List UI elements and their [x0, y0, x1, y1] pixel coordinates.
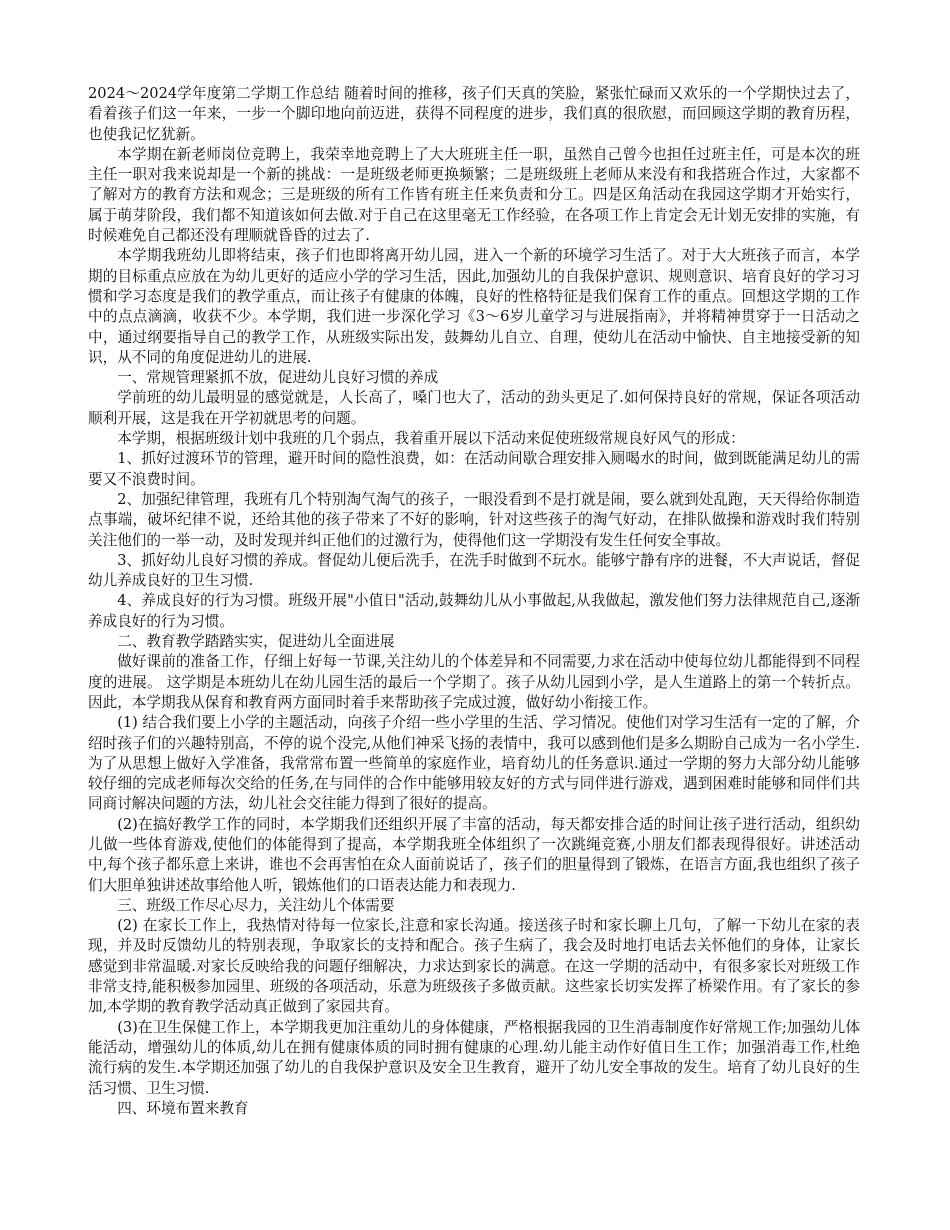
- paragraph-routine-intro: 学前班的幼儿最明显的感觉就是，人长高了，嗓门也大了，活动的劲头更足了.如何保持良好的常规，保证各项活动顺利开展，这是我在开学初就思考的问题。: [88, 389, 860, 427]
- list-item-1: 1、抓好过渡环节的管理，避开时间的隐性浪费，如：在活动间歇合理安排入厕喝水的时间，做到既能满足幼儿的需要又不浪费时间。: [88, 450, 860, 488]
- list-item-4: 4、养成良好的行为习惯。班级开展"小值日"活动,鼓舞幼儿从小事做起,从我做起，激发他们努力法律规范自己,逐渐养成良好的行为习惯。: [88, 592, 860, 630]
- intro-paragraph: 2024～2024学年度第二学期工作总结 随着时间的推移，孩子们天真的笑脸，紧张忙碌而又欢乐的一个学期快过去了，看着孩子们这一年来，一步一个脚印地向前迈进，获得不同程度的进步，我们真的很欣慰，而回顾这学期的教育历程，也使我记忆犹新。: [88, 85, 860, 143]
- paragraph-parents: (2) 在家长工作上，我热情对待每一位家长,注意和家长沟通。接送孩子时和家长聊上几句，了解一下幼儿在家的表现，并及时反馈幼儿的特别表现，争取家长的支持和配合。孩子生病了，我会及时地打电话去关怀他们的身体，让家长感觉到非常温暖.对家长反映给我的问题仔细解决，力求达到家长的满意。在这一学期的活动中，有很多家长对班级工作非常支持,能积极参加园里、班级的各项活动，乐意为班级孩子多做贡献。这些家长切实发挥了桥梁作用。有了家长的参加,本学期的教育教学活动真正做到了家园共育。: [88, 917, 860, 1016]
- section-heading-2: 二、教育教学踏踏实实，促进幼儿全面进展: [117, 633, 395, 651]
- paragraph-teaching-1: (1) 结合我们要上小学的主题活动，向孩子介绍一些小学里的生活、学习情况。使他们对学习生活有一定的了解，介绍时孩子们的兴趣特别高，不停的说个没完,从他们神采飞扬的表情中，我可以感到他们是多么期盼自己成为一名小学生.为了从思想上做好入学准备，我常常布置一些简单的家庭作业，培育幼儿的任务意识.通过一学期的努力大部分幼儿能够较仔细的完成老师每次交给的任务,在与同伴的合作中能够用较友好的方式与同伴进行游戏，遇到困难时能够和同伴们共同商讨解决问题的方法，幼儿社会交往能力得到了很好的提高。: [88, 714, 860, 813]
- document-page: [88, 84, 860, 1119]
- list-item-2: 2、加强纪律管理，我班有几个特别淘气淘气的孩子，一眼没看到不是打就是闹，要么就到处乱跑，天天得给你制造点事端，破坏纪律不说，还给其他的孩子带来了不好的影响，针对这些孩子的淘气好动，在排队做操和游戏时我们特别关注他们的一举一动，及时发现并纠正他们的过激行为，使得他们这一学期没有发生任何安全事故。: [88, 490, 860, 549]
- paragraph-teaching: 做好课前的准备工作，仔细上好每一节课,关注幼儿的个体差异和不同需要,力求在活动中使每位幼儿都能得到不同程度的进展。 这学期是本班幼儿在幼儿园生活的最后一个学期了。孩子从幼儿园到小学，是人生道路上的第一个转折点。因此，本学期我从保育和教育两方面同时着手来帮助孩子完成过渡，做好幼小衔接工作。: [88, 653, 860, 711]
- section-heading-1: 一、常规管理紧抓不放，促进幼儿良好习惯的养成: [117, 369, 439, 387]
- paragraph-semester-goals: 本学期我班幼儿即将结束，孩子们也即将离开幼儿园，进入一个新的环境学习生活了。对于大大班孩子而言，本学期的目标重点应放在为幼儿更好的适应小学的学习生活，因此,加强幼儿的自我保护意识、规则意识、培育良好的学习习惯和学习态度是我们的教学重点，而让孩子有健康的体魄，良好的性格特征是我们保育工作的重点。回想这学期的工作中的点点滴滴，收获不少。本学期，我们进一步深化学习《3～6岁儿童学习与进展指南》，并将精神贯穿于一日活动之中，通过纲要指导自己的教学工作，从班级实际出发，鼓舞幼儿自立、自理，使幼儿在活动中愉快、自主地接受新的知识，从不同的角度促进幼儿的进展.: [88, 247, 860, 366]
- paragraph-routine-plan: 本学期，根据班级计划中我班的几个弱点，我着重开展以下活动来促使班级常规良好风气的形成：: [117, 430, 745, 448]
- paragraph-health: (3)在卫生保健工作上，本学期我更加注重幼儿的身体健康，严格根据我园的卫生消毒制度作好常规工作;加强幼儿体能活动，增强幼儿的体质,幼儿在拥有健康体质的同时拥有健康的心理.幼儿能主动作好值日生工作；加强消毒工作,杜绝流行病的发生.本学期还加强了幼儿的自我保护意识及安全卫生教育，避开了幼儿安全事故的发生。培育了幼儿良好的生活习惯、卫生习惯.: [88, 1018, 860, 1097]
- paragraph-new-role: 本学期在新老师岗位竞聘上，我荣幸地竞聘上了大大班班主任一职，虽然自己曾今也担任过班主任，可是本次的班主任一职对我来说却是一个新的挑战：一是班级老师更换频繁；二是班级班上老师从来没有和我搭班合作过，大家都不了解对方的教育方法和观念；三是班级的所有工作皆有班主任来负责和分工。四是区角活动在我园这学期才开始实行，属于萌芽阶段，我们都不知道该如何去做.对于自己在这里毫无工作经验，在各项工作上肯定会无计划无安排的实施，有时候难免自己都还没有理顺就昏昏的过去了.: [88, 145, 860, 245]
- paragraph-teaching-2: (2)在搞好教学工作的同时，本学期我们还组织开展了丰富的活动，每天都安排合适的时间让孩子进行活动，组织幼儿做一些体育游戏,使他们的体能得到了提高，本学期我班全体组织了一次跳绳竞赛,小朋友们都表现得很好。讲述活动中,每个孩子都乐意上来讲，谁也不会再害怕在众人面前说话了，孩子们的胆量得到了锻炼，在语言方面,我也组织了孩子们大胆单独讲述故事给他人听，锻炼他们的口语表达能力和表现力.: [88, 815, 860, 894]
- section-heading-3: 三、班级工作尽心尽力，关注幼儿个体需要: [117, 896, 395, 914]
- list-item-3: 3、抓好幼儿良好习惯的养成。督促幼儿便后洗手，在洗手时做到不玩水。能够宁静有序的进餐，不大声说话，督促幼儿养成良好的卫生习惯.: [88, 551, 860, 590]
- section-heading-4: 四、环境布置来教育: [117, 1099, 249, 1117]
